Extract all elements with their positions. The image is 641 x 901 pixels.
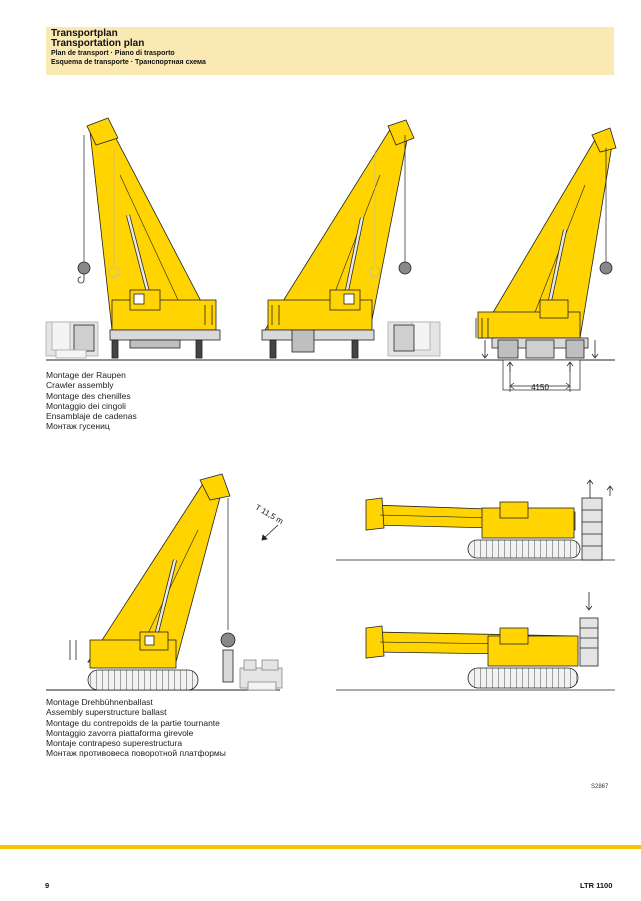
weight-label: T 11,5 m: [253, 502, 285, 526]
model-name: LTR 1100: [580, 881, 613, 890]
caption-line: Montage Drehbühnenballast: [46, 697, 153, 707]
crawler-ghost-a: [46, 322, 98, 358]
ballast-ghost: [240, 660, 282, 690]
crane-a: [78, 118, 220, 358]
caption-line: Montage der Raupen: [46, 370, 126, 380]
figure-reference: S2867: [591, 784, 609, 790]
caption-line: Montaggio dei cingoli: [46, 400, 126, 411]
title-fr-it: Plan de transport · Piano di trasporto: [51, 50, 175, 57]
caption-line: Ensamblaje de cadenas: [46, 411, 137, 422]
caption-line: Montage du contrepoids de la partie tournante: [46, 717, 220, 728]
crane-d: [70, 474, 235, 690]
page-number: 9: [45, 881, 50, 890]
title-es-ru: Esquema de transporte · Транспортная схема: [51, 59, 206, 66]
crane-e: [366, 480, 613, 560]
crawler-ghost-b: [388, 322, 440, 356]
caption-line: Монтаж противовеса поворотной платформы: [46, 748, 226, 759]
section2-captions: [46, 697, 226, 759]
title-de: Transportplan: [51, 28, 118, 39]
crane-c: [476, 128, 616, 358]
caption-line: Монтаж гусениц: [46, 421, 110, 432]
caption-line: Assembly superstructure ballast: [46, 707, 167, 718]
caption-line: Montaggio zavorra piattaforma girevole: [46, 727, 194, 738]
caption-line: Montage des chenilles: [46, 390, 131, 401]
footer-rule: [0, 845, 641, 849]
section1-captions: [46, 370, 137, 432]
dimension-4150-label: 4150: [531, 383, 549, 392]
crane-f: [366, 592, 598, 688]
title-en: Transportation plan: [51, 38, 145, 49]
caption-line: Crawler assembly: [46, 380, 114, 391]
weight-callout: [262, 525, 278, 540]
caption-line: Montaje contrapeso superestructura: [46, 738, 183, 749]
